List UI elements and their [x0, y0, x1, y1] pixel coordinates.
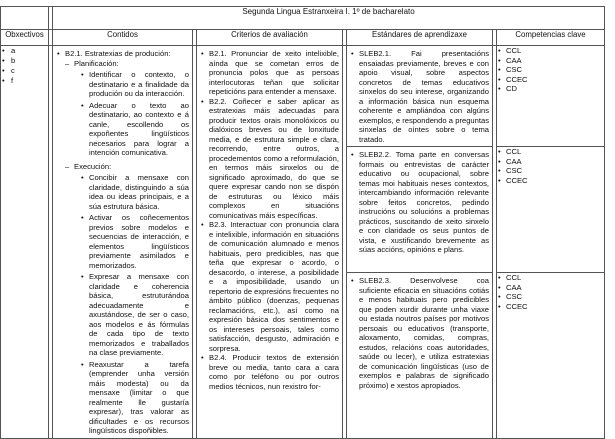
competencia-item: • CSC	[497, 166, 604, 176]
header-criterios: Criterios de avaliación	[197, 30, 343, 46]
objectivos-cell	[1, 46, 49, 439]
competencia-item: • CCL	[497, 273, 604, 283]
contidos-cell	[53, 46, 193, 439]
criterio-item: • B2.1. Pronunciar de xeito intelixible, aínda que se cometan erros de pronuncia polos que as persoas interlocutoras teñan que solicitar repeticións para entender a mensaxe.	[200, 49, 339, 97]
estandar-cell-3	[347, 273, 493, 439]
estandar-item: • SLEB2.3. Desenvolvese coa suficiente eficacia en situacións cotiás e menos habituais pero predicibles que poden xurdir durante unha viaxe ou estada noutros países por motivos persoais ou educativos (transporte, aloxamento, comidas, compras, estudos, relacións coas autoridades, saúde ou lecer), e utiliza estratexias de comunicación lingüísticas (uso de exemplos e palabras de significado próximo) e xestos apropiados.	[350, 276, 489, 390]
competencia-item: • CSC	[497, 292, 604, 302]
header-competencias: Competencias clave	[497, 30, 605, 46]
competencias-cell-1	[497, 46, 605, 147]
list-item: • Adecuar o texto ao destinatario, ao contexto e á canle, escollendo os expoñentes lingüísticos necesarios para lograr a intención comunicativa.	[80, 101, 189, 158]
objective-item: • b	[1, 56, 48, 66]
competencia-item: • CSC	[497, 65, 604, 75]
competencia-item: • CAA	[497, 157, 604, 167]
contidos-main: • B2.1. Estratexias de produción: – Planificación: • Identificar o contexto, o destinatario e a finalidade da produción ou da interacción. • Adecuar o texto ao destinatario, ao contexto e á canle, escollendo os expoñentes lingüísticos necesarios para lograr a intención comunicativa. – Execución: • Concibir a mensaxe con claridade, distinguindo a súa idea ou ideas principais, e a súa estrutura básica. • Activar os coñecementos previos sobre modelos e secuencias de interacción, e elementos lingüísticos previamente asimilados e memorizados. • Expresar a mensaxe con claridade e coherencia básica, estruturándoa adecuadamente e axustándose, de ser o caso, aos modelos e ás fórmulas de cada tipo de texto memorizados e traballados na clase previamente. • Reaxustar a tarefa (emprender unha versión máis modesta) ou da mensaxe (limitar o que realmente lle gustaría expresar), tras valorar as dificultades e os recursos lingüísticos dispoñibles.	[56, 49, 189, 436]
competencia-item: • CAA	[497, 56, 604, 66]
competencia-item: • CCL	[497, 147, 604, 157]
list-item: • Activar os coñecementos previos sobre modelos e secuencias de interacción, e elementos lingüísticos previamente asimilados e memorizados.	[80, 213, 189, 270]
header-objectivos: Obxectivos	[1, 30, 49, 46]
criterio-item: • B2.3. Interactuar con pronuncia clara e intelixible, información en situacións de comunicación alumnado e menos habituais, pero predicibles, nas que teña que expresar o acordo, o desacordo, o interese, a posibilidade e a imposibilidade, usando un repertorio de expresións frecuentes no ámbito público (doenzas, pequenas reclamacións, etc.), así como na expresión básica dos sentimentos e os intereses persoais, tales como satisfacción, desgusto, admiración e sorpresa.	[200, 220, 339, 353]
criterio-item: • B2.4. Producir textos de extensión breve ou media, tanto cara a cara como por teléfono ou por outros medios técnicos, nun rexistro for-	[200, 353, 339, 391]
objective-item: • c	[1, 66, 48, 76]
competencias-cell-2	[497, 147, 605, 273]
header-estandares: Estándares de aprendizaxe	[347, 30, 493, 46]
competencias-cell-3	[497, 273, 605, 439]
criterios-cell	[197, 46, 343, 439]
competencia-item: • CCEC	[497, 176, 604, 186]
estandar-cell-1	[347, 46, 493, 147]
competencia-item: • CCL	[497, 46, 604, 56]
estandar-cell-2	[347, 147, 493, 273]
contidos-group-planificacion: – Planificación: • Identificar o contexto, o destinatario e a finalidade da produción ou da interacción. • Adecuar o texto ao destinatario, ao contexto e á canle, escollendo os expoñentes lingüísticos necesarios para lograr a intención comunicativa.	[65, 59, 189, 158]
table-title: Segunda Lingua Estranxeira I. 1º de bacharelato	[53, 7, 605, 30]
competencia-item: • CAA	[497, 283, 604, 293]
criterio-item: • B2.2. Coñecer e saber aplicar as estratexias máis adecuadas para producir textos orais monolóxicos ou dialóxicos breves ou de lonxitude media, e de estrutura simple e clara, recorrendo, entre outros, a procedementos como a reformulación, en termos máis sinxelos ou de significado aproximado, do que se quere expresar cando non se dispón de estruturas ou léxico máis complexos en situacións comunicativas máis específicas.	[200, 97, 339, 221]
curriculum-table	[0, 6, 605, 439]
estandar-item: • SLEB2.2. Toma parte en conversas formais ou entrevistas de carácter educativo ou ocupacional, sobre temas moi habituais neses contextos, intercambiando información relevante sobre feitos concretos, pedindo instrucións ou solucións a problemas prácticos, suscitando de xeito sinxelo e con claridade os seus puntos de vista, e xustificando brevemente as súas accións, opinións e plans.	[350, 150, 489, 255]
competencia-item: • CCEC	[497, 302, 604, 312]
estandar-item: • SLEB2.1. Fai presentacións ensaiadas previamente, breves e con apoio visual, sobre aspectos concretos de temas educativos sinxelos do seu interese, organizando a información básica nun esquema coherente e ampliándoa con algúns exemplos, e respondendo a preguntas sinxelas de oíntes sobre o tema tratado.	[350, 49, 489, 144]
objective-item: • f	[1, 76, 48, 86]
list-item: • Concibir a mensaxe con claridade, distinguindo a súa idea ou ideas principais, e a súa estrutura básica.	[80, 173, 189, 211]
contidos-group-execucion: – Execución: • Concibir a mensaxe con claridade, distinguindo a súa idea ou ideas principais, e a súa estrutura básica. • Activar os coñecementos previos sobre modelos e secuencias de interacción, e elementos lingüísticos previamente asimilados e memorizados. • Expresar a mensaxe con claridade e coherencia básica, estruturándoa adecuadamente e axustándose, de ser o caso, aos modelos e ás fórmulas de cada tipo de texto memorizados e traballados na clase previamente. • Reaxustar a tarefa (emprender unha versión máis modesta) ou da mensaxe (limitar o que realmente lle gustaría expresar), tras valorar as dificultades e os recursos lingüísticos dispoñibles.	[65, 162, 189, 436]
list-item: • Reaxustar a tarefa (emprender unha versión máis modesta) ou da mensaxe (limitar o que realmente lle gustaría expresar), tras valorar as dificultades e os recursos lingüísticos dispoñibles.	[80, 360, 189, 436]
competencia-item: • CD	[497, 84, 604, 94]
list-item: • Expresar a mensaxe con claridade e coherencia básica, estruturándoa adecuadamente e axustándose, de ser o caso, aos modelos e ás fórmulas de cada tipo de texto memorizados e traballados na clase previamente.	[80, 272, 189, 358]
objective-item: • a	[1, 46, 48, 56]
header-contidos: Contidos	[53, 30, 193, 46]
competencia-item: • CCEC	[497, 75, 604, 85]
list-item: • Identificar o contexto, o destinatario e a finalidade da produción ou da interacción.	[80, 70, 189, 99]
